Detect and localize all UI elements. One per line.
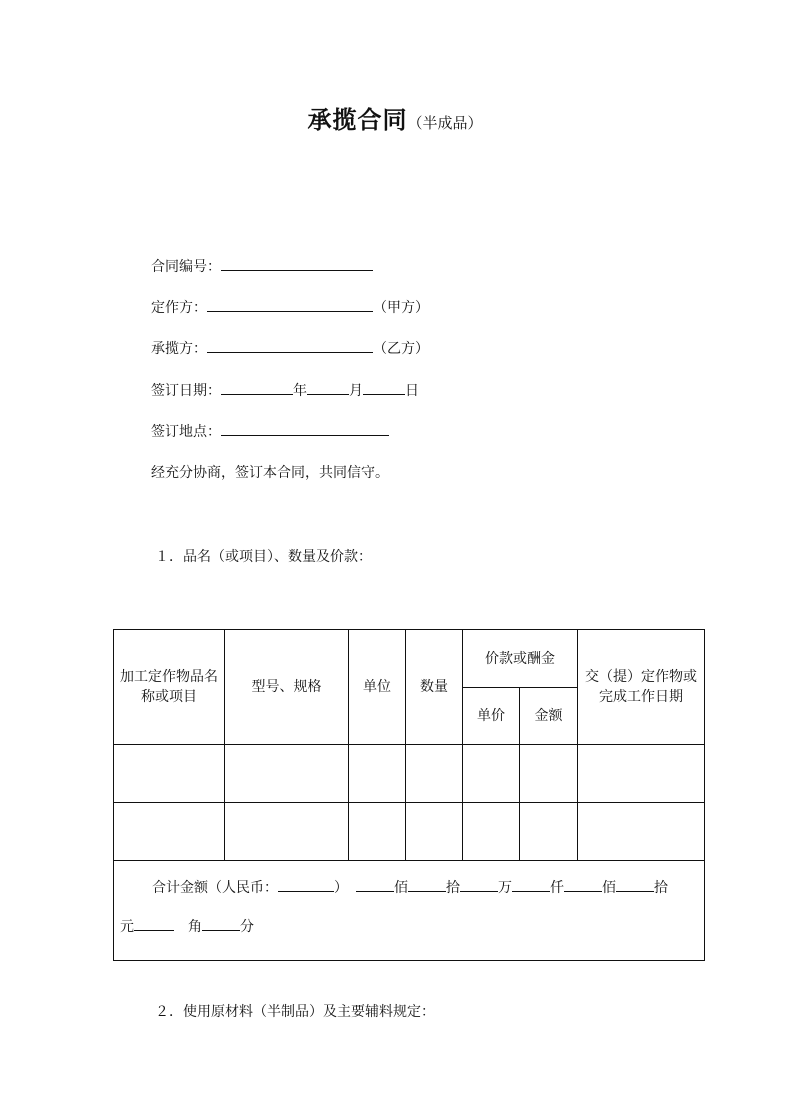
table-cell[interactable] [520, 803, 578, 861]
section-2-heading: ２．使用原材料（半制品）及主要辅料规定： [155, 1004, 435, 1020]
sign-place-line [151, 421, 389, 442]
table-cell[interactable] [225, 803, 349, 861]
header-amount: 金额 [520, 688, 578, 745]
shi-blank[interactable] [408, 877, 446, 892]
sign-date-label: 签订日期： [151, 383, 221, 399]
jiao-label: 角 [188, 919, 202, 935]
year-blank[interactable] [221, 380, 293, 395]
header-qty: 数量 [406, 630, 463, 745]
yuan-blank[interactable] [134, 916, 174, 931]
table-cell[interactable] [578, 803, 705, 861]
shi2-label: 拾 [654, 880, 668, 896]
month-blank[interactable] [307, 380, 349, 395]
shi-label: 拾 [446, 880, 460, 896]
intro-text: 经充分协商，签订本合同，共同信守。 [151, 465, 389, 481]
contract-no-line [151, 256, 373, 277]
fen-label: 分 [240, 919, 254, 935]
qian-blank[interactable] [512, 877, 550, 892]
header-unit: 单位 [349, 630, 406, 745]
table-row [114, 745, 705, 803]
day-label: 日 [405, 383, 419, 399]
table-cell[interactable] [406, 745, 463, 803]
header-model: 型号、规格 [225, 630, 349, 745]
bai-blank[interactable] [356, 877, 394, 892]
total-cell [114, 861, 705, 961]
bai2-label: 佰 [602, 880, 616, 896]
party-b-blank[interactable] [207, 338, 373, 353]
table-cell[interactable] [349, 803, 406, 861]
table-cell[interactable] [225, 745, 349, 803]
party-a-blank[interactable] [207, 297, 373, 312]
total-amount-line [114, 861, 704, 898]
bai-label: 佰 [394, 880, 408, 896]
wan-label: 万 [498, 880, 512, 896]
table-cell[interactable] [520, 745, 578, 803]
total-amount-line-2 [114, 898, 704, 937]
wan-blank[interactable] [460, 877, 498, 892]
year-label: 年 [293, 383, 307, 399]
shi2-blank[interactable] [616, 877, 654, 892]
section-1-heading: １．品名（或项目）、数量及价款： [155, 549, 372, 565]
month-label: 月 [349, 383, 363, 399]
yuan-label: 元 [120, 919, 134, 935]
table-cell[interactable] [578, 745, 705, 803]
rmb-blank[interactable] [278, 877, 334, 892]
total-row [114, 861, 705, 961]
sign-place-label: 签订地点： [151, 424, 221, 440]
total-label: 合计金额（人民币： [152, 880, 278, 896]
items-table [113, 629, 705, 961]
party-a-suffix: （甲方） [373, 300, 429, 316]
contract-no-label: 合同编号： [151, 259, 221, 275]
table-cell[interactable] [463, 745, 520, 803]
bai2-blank[interactable] [564, 877, 602, 892]
day-blank[interactable] [363, 380, 405, 395]
qian-label: 仟 [550, 880, 564, 896]
jiao-blank[interactable] [202, 916, 240, 931]
header-item: 加工定作物品名称或项目 [114, 630, 225, 745]
table-row [114, 803, 705, 861]
party-a-line [151, 297, 429, 318]
table-cell[interactable] [463, 803, 520, 861]
party-b-label: 承揽方： [151, 341, 207, 357]
party-b-line [151, 338, 429, 359]
title-subtitle: （半成品） [407, 114, 483, 132]
header-price-group: 价款或酬金 [463, 630, 578, 688]
contract-no-blank[interactable] [221, 256, 373, 271]
header-unit-price: 单价 [463, 688, 520, 745]
table-cell[interactable] [114, 745, 225, 803]
party-a-label: 定作方： [151, 300, 207, 316]
title-main: 承揽合同 [307, 106, 408, 134]
table-cell[interactable] [349, 745, 406, 803]
party-b-suffix: （乙方） [373, 341, 429, 357]
sign-place-blank[interactable] [221, 421, 389, 436]
total-close: ） [334, 880, 348, 896]
document-title [0, 100, 790, 135]
sign-date-line [151, 380, 419, 401]
table-cell[interactable] [114, 803, 225, 861]
header-delivery: 交（提）定作物或完成工作日期 [578, 630, 705, 745]
table-cell[interactable] [406, 803, 463, 861]
